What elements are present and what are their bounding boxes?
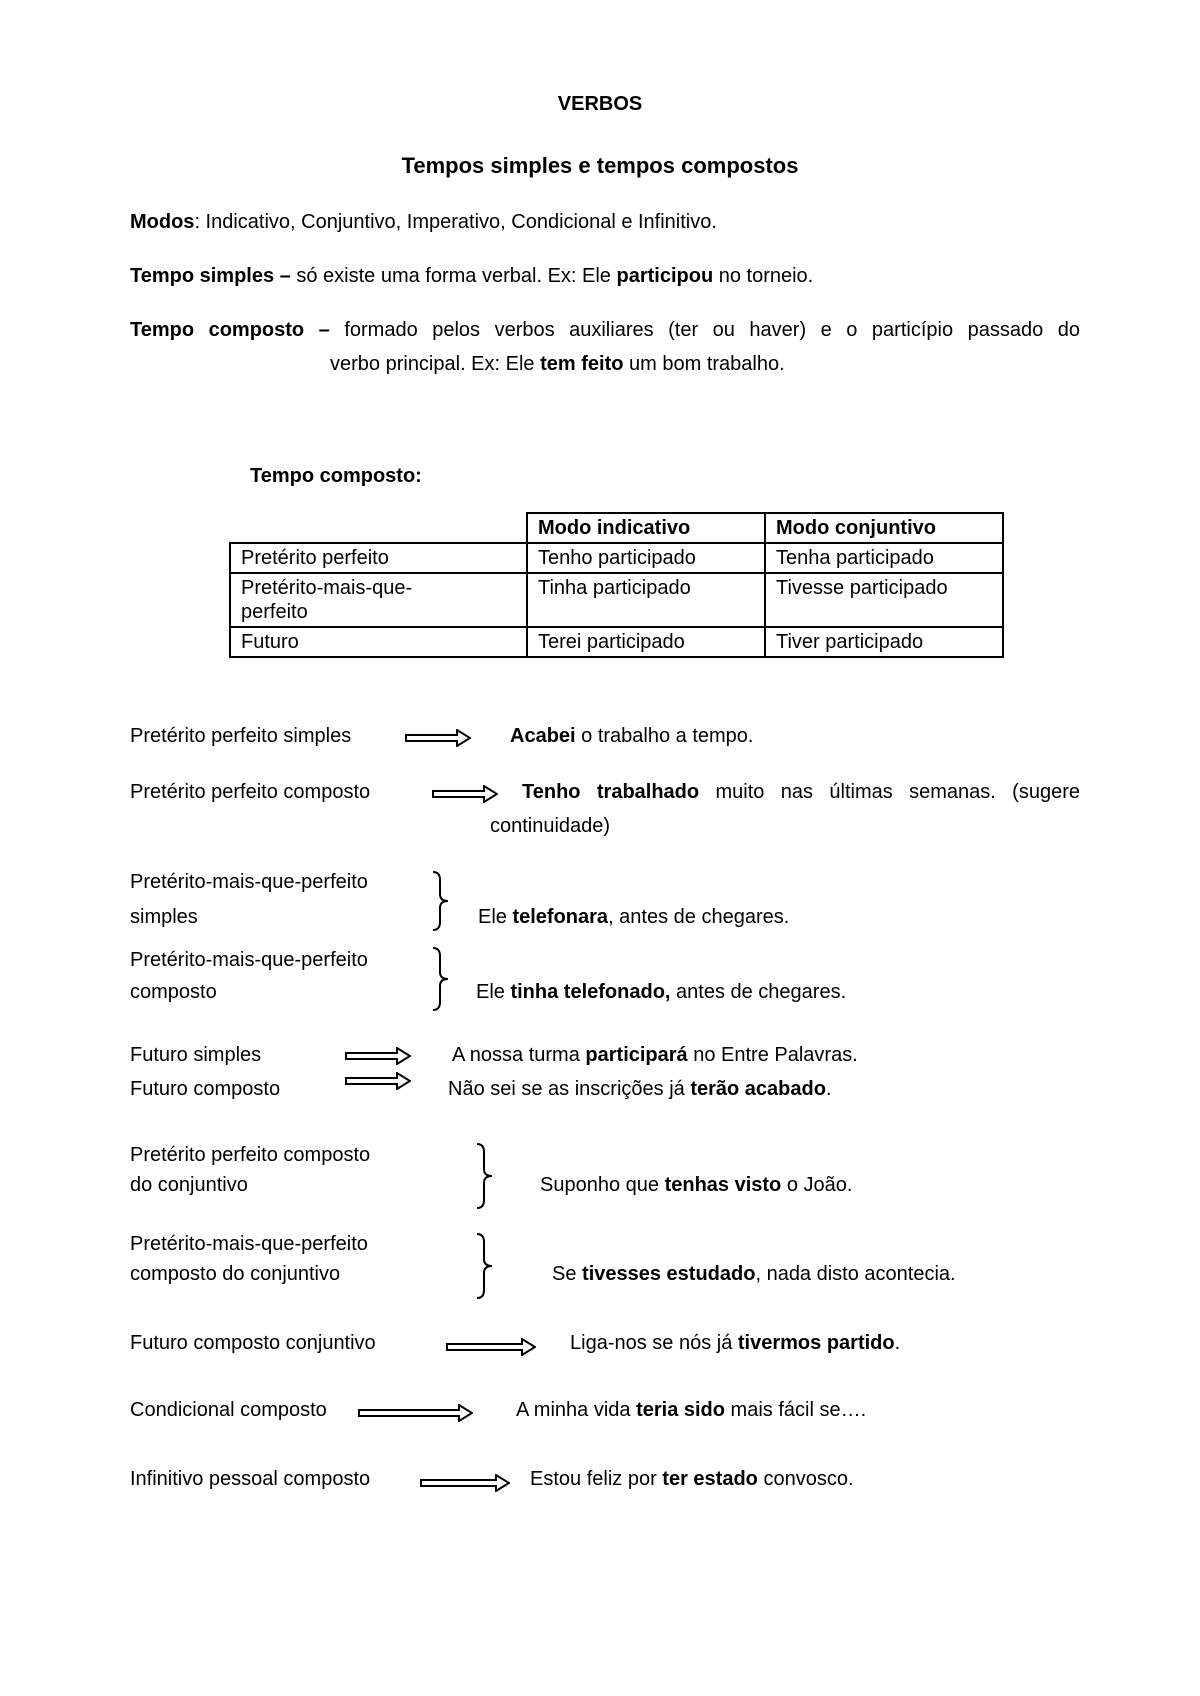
- example-sentence: [552, 1262, 956, 1286]
- example-verb: tenhas visto: [664, 1174, 782, 1196]
- right-brace-icon: [474, 1232, 496, 1306]
- table-cell: Futuro: [230, 627, 527, 657]
- example-text: no Entre Palavras.: [687, 1044, 858, 1066]
- example-label: Pretérito-mais-que-perfeito: [130, 1233, 368, 1255]
- modos-text: : Indicativo, Conjuntivo, Imperativo, Condicional e Infinitivo.: [194, 211, 717, 233]
- table-cell: Terei participado: [527, 627, 765, 657]
- example-text: muito nas últimas semanas. (sugere: [699, 781, 1080, 803]
- example-verb: Acabei: [510, 725, 576, 747]
- example-sentence: [510, 724, 753, 748]
- example-text: Ele: [476, 981, 511, 1003]
- table-cell: Tenha participado: [765, 543, 1003, 573]
- example-verb: telefonara: [512, 906, 609, 928]
- example-text: convosco.: [757, 1468, 854, 1490]
- table-cell: Pretérito perfeito: [230, 543, 527, 573]
- example-label: composto do conjuntivo: [130, 1263, 341, 1285]
- example-text: Suponho que: [540, 1174, 665, 1196]
- modos-label: Modos: [130, 211, 195, 233]
- example-label: Condicional composto: [130, 1399, 327, 1421]
- example-sentence: [478, 905, 789, 929]
- arrow-icon: [345, 1047, 411, 1065]
- table-header-conjuntivo: Modo conjuntivo: [765, 513, 1003, 543]
- example-verb: participará: [585, 1044, 688, 1066]
- table-header-row: [230, 513, 1003, 543]
- example-label: Pretérito perfeito simples: [130, 725, 352, 747]
- tempo-composto-line2: [330, 352, 785, 376]
- example-verb: tinha telefonado,: [510, 981, 671, 1003]
- table-cell: Tinha participado: [527, 573, 765, 627]
- example-verb: Tenho trabalhado: [522, 781, 700, 803]
- example-sentence: [516, 1398, 866, 1422]
- example-text: antes de chegares.: [670, 981, 847, 1003]
- example-label: Infinitivo pessoal composto: [130, 1468, 371, 1490]
- example-label: Futuro simples: [130, 1044, 262, 1066]
- example-sentence: [452, 1043, 858, 1067]
- example-text: Se: [552, 1263, 583, 1285]
- tempo-composto-line1: [130, 318, 1080, 342]
- tempo-simples-line: [130, 264, 813, 288]
- example-label: Pretérito-mais-que-perfeito: [130, 949, 368, 971]
- tempo-simples-text: só existe uma forma verbal. Ex: Ele: [290, 265, 617, 287]
- example-text: Estou feliz por: [530, 1468, 663, 1490]
- tempo-simples-example-verb: participou: [616, 265, 714, 287]
- example-label: Futuro composto: [130, 1078, 281, 1100]
- example-sentence: [448, 1077, 832, 1101]
- table-cell: Tiver participado: [765, 627, 1003, 657]
- example-label: Pretérito-mais-que-perfeito: [130, 871, 368, 893]
- tempo-composto-text3: um bom trabalho.: [623, 353, 785, 375]
- example-text: , antes de chegares.: [608, 906, 790, 928]
- arrow-icon: [358, 1404, 473, 1422]
- example-sentence: [570, 1331, 900, 1355]
- tempo-composto-text2: verbo principal. Ex: Ele: [330, 353, 541, 375]
- table-cell: [230, 573, 527, 627]
- right-brace-icon: [430, 946, 452, 1018]
- example-text: .: [894, 1332, 901, 1354]
- arrow-icon: [446, 1338, 536, 1356]
- example-text: , nada disto acontecia.: [755, 1263, 956, 1285]
- example-verb: terão acabado: [690, 1078, 826, 1100]
- example-label: simples: [130, 906, 198, 928]
- table-row: [230, 627, 1003, 657]
- example-text: o trabalho a tempo.: [575, 725, 754, 747]
- example-text: A nossa turma: [452, 1044, 586, 1066]
- example-verb: tivesses estudado: [582, 1263, 756, 1285]
- arrow-icon: [432, 785, 498, 803]
- example-verb: ter estado: [662, 1468, 758, 1490]
- example-sentence: [522, 780, 1080, 804]
- example-sentence: [530, 1467, 854, 1491]
- table-heading: Tempo composto:: [250, 465, 422, 487]
- table-header-indicativo: Modo indicativo: [527, 513, 765, 543]
- example-text: Não sei se as inscrições já: [448, 1078, 691, 1100]
- arrow-icon: [345, 1072, 411, 1090]
- example-label: Pretérito perfeito composto: [130, 1144, 371, 1166]
- example-text: o João.: [781, 1174, 853, 1196]
- tempo-simples-text-end: no torneio.: [713, 265, 814, 287]
- table-cell-text: Pretérito-mais-que-perfeito: [241, 577, 413, 623]
- table-cell: Tivesse participado: [765, 573, 1003, 627]
- example-label: composto: [130, 981, 217, 1003]
- example-label: Pretérito perfeito composto: [130, 781, 371, 803]
- modos-line: [130, 210, 717, 234]
- table-row: [230, 543, 1003, 573]
- table-row: [230, 573, 1003, 627]
- example-text: Ele: [478, 906, 513, 928]
- tempo-composto-table: [229, 512, 1004, 658]
- page-title: VERBOS: [557, 93, 643, 115]
- tempo-simples-label: Tempo simples –: [130, 265, 291, 287]
- example-sentence: [540, 1173, 852, 1197]
- tempo-composto-example-verb: tem feito: [540, 353, 624, 375]
- example-label: Futuro composto conjuntivo: [130, 1332, 376, 1354]
- right-brace-icon: [430, 870, 452, 938]
- example-sentence-cont: continuidade): [490, 815, 611, 837]
- example-label: do conjuntivo: [130, 1174, 248, 1196]
- example-text: A minha vida: [516, 1399, 637, 1421]
- example-sentence: [476, 980, 846, 1004]
- table-header-empty: [230, 513, 527, 543]
- arrow-icon: [405, 729, 471, 747]
- tempo-composto-label: Tempo composto –: [130, 319, 330, 341]
- tempo-composto-text: formado pelos verbos auxiliares (ter ou haver) e o particípio passado do: [329, 319, 1080, 341]
- right-brace-icon: [474, 1142, 496, 1216]
- example-verb: tivermos partido: [737, 1332, 895, 1354]
- example-text: mais fácil se….: [725, 1399, 867, 1421]
- example-verb: teria sido: [636, 1399, 725, 1421]
- arrow-icon: [420, 1474, 510, 1492]
- table-cell: Tenho participado: [527, 543, 765, 573]
- example-text: .: [825, 1078, 832, 1100]
- example-text: Liga-nos se nós já: [570, 1332, 738, 1354]
- page-subtitle: Tempos simples e tempos compostos: [401, 153, 799, 178]
